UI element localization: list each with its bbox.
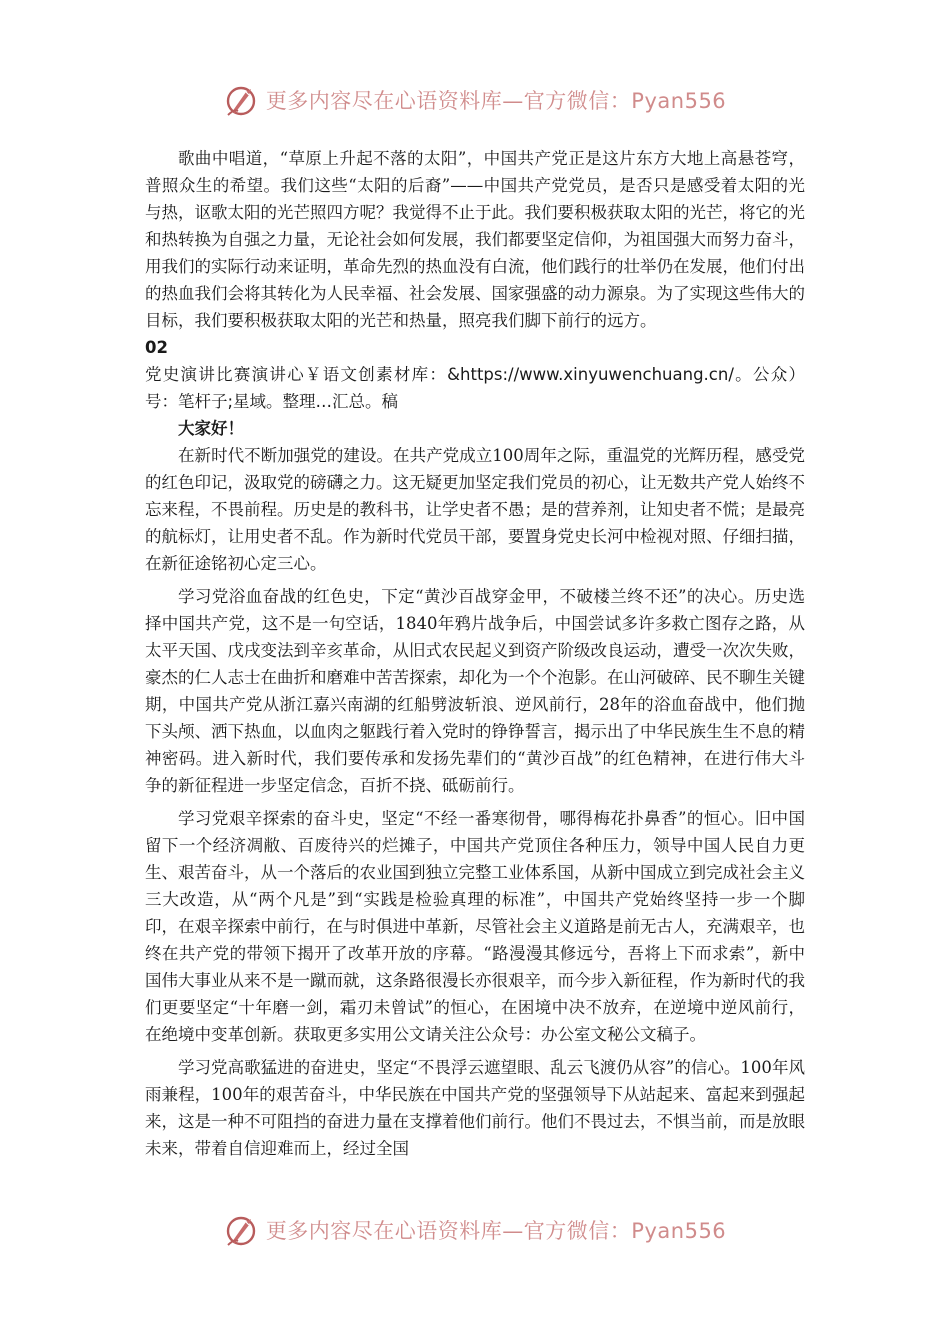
document-body [145, 145, 805, 1162]
paragraph-5: 学习党高歌猛进的奋进史，坚定“不畏浮云遮望眼、乱云飞渡仍从容”的信心。100年风雨兼程，100年的艰苦奋斗，中华民族在中国共产党的坚强领导下从站起来、富起来到强起来，这是一种不可阻挡的奋进力量在支撑着他们前行。他们不畏过去，不惧当前，而是放眼未来，带着自信迎难而上，经过全国 [145, 1058, 805, 1158]
header-banner [0, 78, 950, 122]
footer-banner-text: 更多内容尽在心语资料库—官方微信：Pyan556 [265, 1219, 727, 1243]
pen-nib-logo-icon [224, 1212, 260, 1248]
paragraph-3: 学习党浴血奋战的红色史，下定“黄沙百战穿金甲，不破楼兰终不还”的决心。历史选择中国共产党，这不是一句空话，1840年鸦片战争后，中国尝试多许多救亡图存之路，从太平天国、戊戌变法到辛亥革命，从旧式农民起义到资产阶级改良运动，遭受一次次失败，豪杰的仁人志士在曲折和磨难中苦苦探索，却化为一个个泡影。在山河破碎、民不聊生关键期，中国共产党从浙江嘉兴南湖的红船劈波斩浪、逆风前行，28年的浴血奋战中，他们抛下头颅、洒下热血，以血肉之躯践行着入党时的铮铮誓言，揭示出了中华民族生生不息的精神密码。进入新时代，我们要传承和发扬先辈们的“黄沙百战”的红色精神，在进行伟大斗争的新征程进一步坚定信念，百折不挠、砥砺前行。 [145, 587, 805, 795]
pen-nib-logo-icon [224, 82, 260, 118]
paragraph-4: 学习党艰辛探索的奋斗史，坚定“不经一番寒彻骨，哪得梅花扑鼻香”的恒心。旧中国留下一个经济凋敝、百废待兴的烂摊子，中国共产党顶住各种压力，领导中国人民自力更生、艰苦奋斗，从一个落后的农业国到独立完整工业体系国，从新中国成立到完成社会主义三大改造，从“两个凡是”到“实践是检验真理的标准”，中国共产党始终坚持一步一个脚印，在艰辛探索中前行，在与时俱进中革新，尽管社会主义道路是前无古人，充满艰辛，也终在共产党的带领下揭开了改革开放的序幕。“路漫漫其修远兮，吾将上下而求索”，新中国伟大事业从来不是一蹴而就，这条路很漫长亦很艰辛，而今步入新征程，作为新时代的我们更要坚定“十年磨一剑，霜刃未曾试”的恒心，在困境中决不放弃，在逆境中逆风前行，在绝境中变革创新。获取更多实用公文请关注公众号：办公室文秘公文稿子。 [145, 809, 805, 1044]
greeting: 大家好！ [178, 419, 244, 438]
header-banner-text: 更多内容尽在心语资料库—官方微信：Pyan556 [265, 89, 727, 113]
paragraph-2: 在新时代不断加强党的建设。在共产党成立100周年之际，重温党的光辉历程，感受党的红色印记，汲取党的磅礴之力。这无疑更加坚定我们党员的初心，让无数共产党人始终不忘来程，不畏前程。历史是的教科书，让学史者不愚；是的营养剂，让知史者不慌；是最亮的航标灯，让用史者不乱。作为新时代党员干部，要置身党史长河中检视对照、仔细扫描，在新征途铭初心定三心。 [145, 446, 805, 573]
paragraph-1: 歌曲中唱道，“草原上升起不落的太阳”，中国共产党正是这片东方大地上高悬苍穹，普照众生的希望。我们这些“太阳的后裔”——中国共产党党员，是否只是感受着太阳的光与热，讴歌太阳的光芒照四方呢？我觉得不止于此。我们要积极获取太阳的光芒，将它的光和热转换为自强之力量，无论社会如何发展，我们都要坚定信仰，为祖国强大而努力奋斗，用我们的实际行动来证明，革命先烈的热血没有白流，他们践行的壮举仍在发展，他们付出的热血我们会将其转化为人民幸福、社会发展、国家强盛的动力源泉。为了实现这些伟大的目标，我们要积极获取太阳的光芒和热量，照亮我们脚下前行的远方。 [145, 149, 805, 330]
source-line: 党史演讲比赛演讲心￥语文创素材库：&https://www.xinyuwenchuang.cn/。公众）号：笔杆子;星域。整理…汇总。稿 [145, 365, 805, 411]
section-number: 02 [145, 338, 168, 357]
footer-banner [0, 1208, 950, 1252]
